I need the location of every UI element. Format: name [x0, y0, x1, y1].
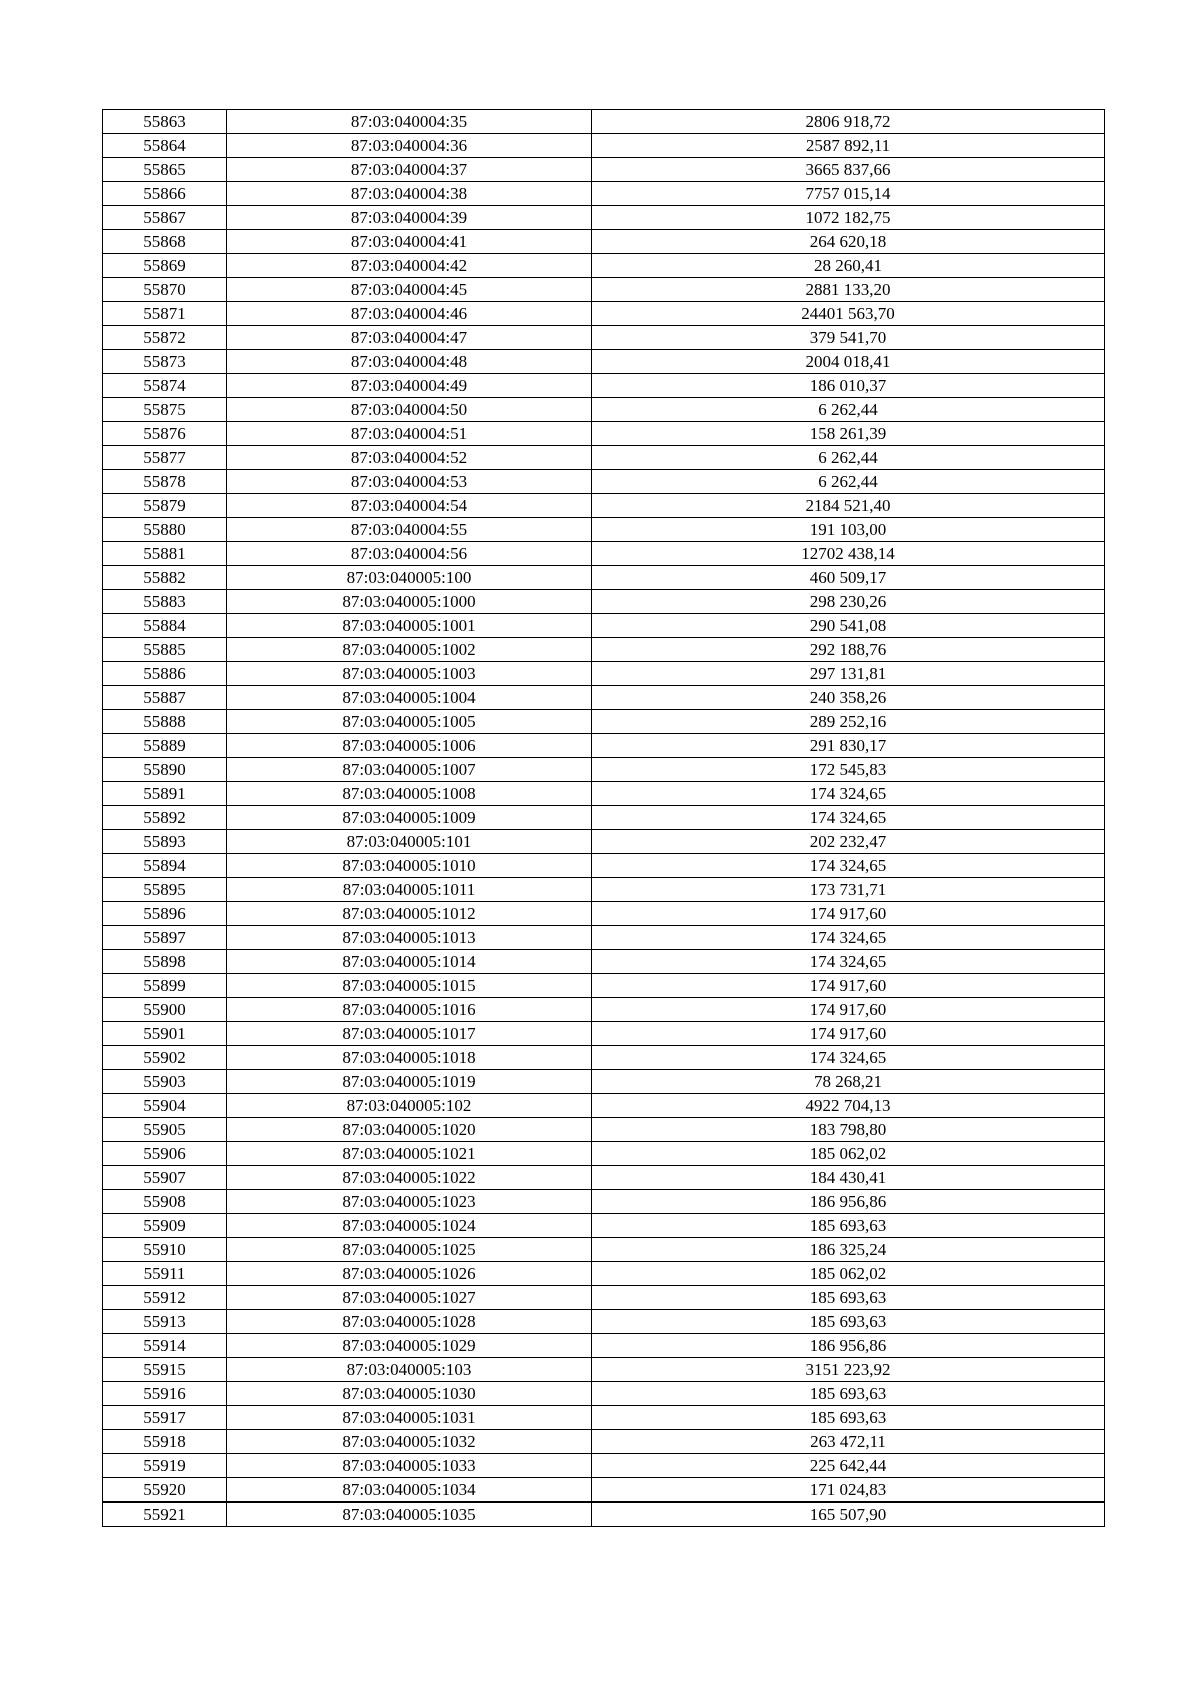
- row-number-cell: 55910: [103, 1238, 227, 1262]
- cadastral-number-cell: 87:03:040005:1032: [227, 1430, 592, 1454]
- row-number-cell: 55907: [103, 1166, 227, 1190]
- cadastral-number-cell: 87:03:040005:1011: [227, 878, 592, 902]
- table-row: [103, 710, 1105, 734]
- row-number-cell: 55914: [103, 1334, 227, 1358]
- cadastral-number-cell: 87:03:040004:39: [227, 206, 592, 230]
- table-row: [103, 1022, 1105, 1046]
- row-number-cell: 55893: [103, 830, 227, 854]
- cadastral-value-cell: 174 917,60: [592, 902, 1105, 926]
- row-number-cell: 55872: [103, 326, 227, 350]
- table-row: [103, 1406, 1105, 1430]
- table-row: [103, 998, 1105, 1022]
- cadastral-value-cell: 185 062,02: [592, 1142, 1105, 1166]
- row-number-cell: 55896: [103, 902, 227, 926]
- table-row: [103, 494, 1105, 518]
- row-number-cell: 55868: [103, 230, 227, 254]
- row-number-cell: 55881: [103, 542, 227, 566]
- cadastral-value-cell: 298 230,26: [592, 590, 1105, 614]
- cadastral-number-cell: 87:03:040004:35: [227, 110, 592, 134]
- cadastral-number-cell: 87:03:040004:49: [227, 374, 592, 398]
- cadastral-number-cell: 87:03:040004:38: [227, 182, 592, 206]
- table-row: [103, 1454, 1105, 1478]
- cadastral-number-cell: 87:03:040005:1018: [227, 1046, 592, 1070]
- table-row: [103, 134, 1105, 158]
- cadastral-number-cell: 87:03:040005:100: [227, 566, 592, 590]
- cadastral-number-cell: 87:03:040005:1014: [227, 950, 592, 974]
- row-number-cell: 55902: [103, 1046, 227, 1070]
- cadastral-number-cell: 87:03:040005:1004: [227, 686, 592, 710]
- table-row: [103, 1430, 1105, 1454]
- cadastral-number-cell: 87:03:040004:54: [227, 494, 592, 518]
- table-row: [103, 1094, 1105, 1118]
- cadastral-number-cell: 87:03:040005:1024: [227, 1214, 592, 1238]
- cadastral-value-cell: 174 917,60: [592, 974, 1105, 998]
- cadastral-value-cell: 185 693,63: [592, 1286, 1105, 1310]
- table-row: [103, 302, 1105, 326]
- cadastral-value-cell: 7757 015,14: [592, 182, 1105, 206]
- table-row: [103, 926, 1105, 950]
- cadastral-number-cell: 87:03:040005:1021: [227, 1142, 592, 1166]
- row-number-cell: 55875: [103, 398, 227, 422]
- cadastral-value-cell: 165 507,90: [592, 1502, 1105, 1527]
- table-body: [103, 110, 1105, 1527]
- table-row: [103, 1382, 1105, 1406]
- table-row: [103, 1478, 1105, 1503]
- table-row: [103, 1118, 1105, 1142]
- table-row: [103, 902, 1105, 926]
- cadastral-value-cell: 6 262,44: [592, 446, 1105, 470]
- cadastral-value-cell: 184 430,41: [592, 1166, 1105, 1190]
- row-number-cell: 55916: [103, 1382, 227, 1406]
- row-number-cell: 55892: [103, 806, 227, 830]
- cadastral-value-cell: 185 693,63: [592, 1310, 1105, 1334]
- cadastral-number-cell: 87:03:040004:48: [227, 350, 592, 374]
- cadastral-number-cell: 87:03:040005:1003: [227, 662, 592, 686]
- row-number-cell: 55864: [103, 134, 227, 158]
- row-number-cell: 55906: [103, 1142, 227, 1166]
- cadastral-value-cell: 202 232,47: [592, 830, 1105, 854]
- cadastral-number-cell: 87:03:040005:1010: [227, 854, 592, 878]
- cadastral-number-cell: 87:03:040005:1008: [227, 782, 592, 806]
- cadastral-value-cell: 2881 133,20: [592, 278, 1105, 302]
- table-row: [103, 350, 1105, 374]
- cadastral-value-cell: 174 324,65: [592, 926, 1105, 950]
- cadastral-value-cell: 186 325,24: [592, 1238, 1105, 1262]
- cadastral-value-cell: 240 358,26: [592, 686, 1105, 710]
- table-row: [103, 878, 1105, 902]
- cadastral-number-cell: 87:03:040005:1002: [227, 638, 592, 662]
- cadastral-number-cell: 87:03:040005:1012: [227, 902, 592, 926]
- table-row: [103, 1310, 1105, 1334]
- table-row: [103, 1502, 1105, 1527]
- row-number-cell: 55898: [103, 950, 227, 974]
- table-row: [103, 1190, 1105, 1214]
- table-row: [103, 206, 1105, 230]
- cadastral-value-cell: 24401 563,70: [592, 302, 1105, 326]
- row-number-cell: 55901: [103, 1022, 227, 1046]
- table-row: [103, 1238, 1105, 1262]
- table-row: [103, 614, 1105, 638]
- cadastral-number-cell: 87:03:040005:1016: [227, 998, 592, 1022]
- cadastral-number-cell: 87:03:040005:1000: [227, 590, 592, 614]
- cadastral-value-cell: 6 262,44: [592, 470, 1105, 494]
- cadastral-value-cell: 185 693,63: [592, 1406, 1105, 1430]
- row-number-cell: 55919: [103, 1454, 227, 1478]
- cadastral-value-cell: 174 324,65: [592, 806, 1105, 830]
- table-row: [103, 806, 1105, 830]
- table-row: [103, 1046, 1105, 1070]
- cadastral-value-cell: 2004 018,41: [592, 350, 1105, 374]
- row-number-cell: 55911: [103, 1262, 227, 1286]
- cadastral-value-cell: 28 260,41: [592, 254, 1105, 278]
- row-number-cell: 55895: [103, 878, 227, 902]
- cadastral-value-cell: 297 131,81: [592, 662, 1105, 686]
- table-row: [103, 1070, 1105, 1094]
- row-number-cell: 55900: [103, 998, 227, 1022]
- table-row: [103, 1166, 1105, 1190]
- table-row: [103, 398, 1105, 422]
- row-number-cell: 55876: [103, 422, 227, 446]
- cadastral-number-cell: 87:03:040005:1006: [227, 734, 592, 758]
- cadastral-number-cell: 87:03:040005:1031: [227, 1406, 592, 1430]
- cadastral-value-cell: 78 268,21: [592, 1070, 1105, 1094]
- cadastral-value-cell: 171 024,83: [592, 1478, 1105, 1503]
- cadastral-number-cell: 87:03:040005:1015: [227, 974, 592, 998]
- cadastral-number-cell: 87:03:040005:1001: [227, 614, 592, 638]
- table-row: [103, 446, 1105, 470]
- cadastral-number-cell: 87:03:040004:51: [227, 422, 592, 446]
- cadastral-value-cell: 172 545,83: [592, 758, 1105, 782]
- cadastral-number-cell: 87:03:040005:1028: [227, 1310, 592, 1334]
- cadastral-number-cell: 87:03:040005:1034: [227, 1478, 592, 1503]
- table-row: [103, 974, 1105, 998]
- table-row: [103, 326, 1105, 350]
- row-number-cell: 55912: [103, 1286, 227, 1310]
- row-number-cell: 55867: [103, 206, 227, 230]
- row-number-cell: 55863: [103, 110, 227, 134]
- row-number-cell: 55921: [103, 1502, 227, 1527]
- table-row: [103, 1262, 1105, 1286]
- table-row: [103, 230, 1105, 254]
- cadastral-number-cell: 87:03:040005:1025: [227, 1238, 592, 1262]
- cadastral-number-cell: 87:03:040005:1020: [227, 1118, 592, 1142]
- row-number-cell: 55905: [103, 1118, 227, 1142]
- row-number-cell: 55915: [103, 1358, 227, 1382]
- table-row: [103, 950, 1105, 974]
- cadastral-value-cell: 186 010,37: [592, 374, 1105, 398]
- table-row: [103, 590, 1105, 614]
- table-row: [103, 254, 1105, 278]
- cadastral-number-cell: 87:03:040004:37: [227, 158, 592, 182]
- cadastral-number-cell: 87:03:040005:101: [227, 830, 592, 854]
- cadastral-number-cell: 87:03:040004:47: [227, 326, 592, 350]
- row-number-cell: 55918: [103, 1430, 227, 1454]
- row-number-cell: 55890: [103, 758, 227, 782]
- row-number-cell: 55887: [103, 686, 227, 710]
- row-number-cell: 55869: [103, 254, 227, 278]
- row-number-cell: 55866: [103, 182, 227, 206]
- cadastral-value-cell: 3665 837,66: [592, 158, 1105, 182]
- cadastral-value-cell: 174 917,60: [592, 998, 1105, 1022]
- cadastral-value-cell: 2184 521,40: [592, 494, 1105, 518]
- cadastral-number-cell: 87:03:040005:103: [227, 1358, 592, 1382]
- cadastral-number-cell: 87:03:040004:50: [227, 398, 592, 422]
- row-number-cell: 55886: [103, 662, 227, 686]
- table-row: [103, 1358, 1105, 1382]
- row-number-cell: 55884: [103, 614, 227, 638]
- cadastral-number-cell: 87:03:040005:1035: [227, 1502, 592, 1527]
- cadastral-value-cell: 2587 892,11: [592, 134, 1105, 158]
- row-number-cell: 55909: [103, 1214, 227, 1238]
- cadastral-value-cell: 174 324,65: [592, 782, 1105, 806]
- cadastral-value-cell: 185 693,63: [592, 1382, 1105, 1406]
- cadastral-value-cell: 289 252,16: [592, 710, 1105, 734]
- table-row: [103, 1286, 1105, 1310]
- row-number-cell: 55888: [103, 710, 227, 734]
- row-number-cell: 55889: [103, 734, 227, 758]
- cadastral-number-cell: 87:03:040005:1023: [227, 1190, 592, 1214]
- row-number-cell: 55878: [103, 470, 227, 494]
- row-number-cell: 55874: [103, 374, 227, 398]
- row-number-cell: 55880: [103, 518, 227, 542]
- cadastral-number-cell: 87:03:040004:41: [227, 230, 592, 254]
- row-number-cell: 55883: [103, 590, 227, 614]
- cadastral-number-cell: 87:03:040004:36: [227, 134, 592, 158]
- row-number-cell: 55877: [103, 446, 227, 470]
- cadastral-value-cell: 12702 438,14: [592, 542, 1105, 566]
- table-row: [103, 374, 1105, 398]
- table-row: [103, 830, 1105, 854]
- cadastral-value-cell: 291 830,17: [592, 734, 1105, 758]
- cadastral-value-cell: 185 693,63: [592, 1214, 1105, 1238]
- cadastral-value-cell: 191 103,00: [592, 518, 1105, 542]
- cadastral-number-cell: 87:03:040004:45: [227, 278, 592, 302]
- cadastral-number-cell: 87:03:040005:1007: [227, 758, 592, 782]
- cadastral-value-cell: 3151 223,92: [592, 1358, 1105, 1382]
- cadastral-number-cell: 87:03:040004:56: [227, 542, 592, 566]
- cadastral-value-cell: 183 798,80: [592, 1118, 1105, 1142]
- row-number-cell: 55871: [103, 302, 227, 326]
- table-row: [103, 158, 1105, 182]
- table-row: [103, 734, 1105, 758]
- cadastral-value-cell: 6 262,44: [592, 398, 1105, 422]
- cadastral-value-cell: 174 917,60: [592, 1022, 1105, 1046]
- cadastral-number-cell: 87:03:040005:1019: [227, 1070, 592, 1094]
- row-number-cell: 55913: [103, 1310, 227, 1334]
- row-number-cell: 55882: [103, 566, 227, 590]
- row-number-cell: 55920: [103, 1478, 227, 1503]
- cadastral-value-cell: 174 324,65: [592, 1046, 1105, 1070]
- table-row: [103, 662, 1105, 686]
- cadastral-value-cell: 4922 704,13: [592, 1094, 1105, 1118]
- table-row: [103, 566, 1105, 590]
- cadastral-value-cell: 186 956,86: [592, 1190, 1105, 1214]
- cadastral-number-cell: 87:03:040005:1013: [227, 926, 592, 950]
- cadastral-value-cell: 174 324,65: [592, 854, 1105, 878]
- cadastral-number-cell: 87:03:040004:42: [227, 254, 592, 278]
- table-row: [103, 758, 1105, 782]
- cadastral-number-cell: 87:03:040005:1027: [227, 1286, 592, 1310]
- row-number-cell: 55870: [103, 278, 227, 302]
- cadastral-value-cell: 379 541,70: [592, 326, 1105, 350]
- cadastral-value-cell: 173 731,71: [592, 878, 1105, 902]
- row-number-cell: 55908: [103, 1190, 227, 1214]
- table-row: [103, 1142, 1105, 1166]
- table-row: [103, 278, 1105, 302]
- table-row: [103, 518, 1105, 542]
- cadastral-number-cell: 87:03:040004:52: [227, 446, 592, 470]
- row-number-cell: 55885: [103, 638, 227, 662]
- table-row: [103, 182, 1105, 206]
- cadastral-value-cell: 460 509,17: [592, 566, 1105, 590]
- cadastral-number-cell: 87:03:040005:1017: [227, 1022, 592, 1046]
- cadastral-number-cell: 87:03:040005:1030: [227, 1382, 592, 1406]
- cadastral-value-cell: 225 642,44: [592, 1454, 1105, 1478]
- row-number-cell: 55894: [103, 854, 227, 878]
- cadastral-number-cell: 87:03:040005:1009: [227, 806, 592, 830]
- table-row: [103, 686, 1105, 710]
- table-row: [103, 422, 1105, 446]
- cadastral-number-cell: 87:03:040004:46: [227, 302, 592, 326]
- cadastral-value-cell: 185 062,02: [592, 1262, 1105, 1286]
- row-number-cell: 55899: [103, 974, 227, 998]
- cadastral-number-cell: 87:03:040005:1005: [227, 710, 592, 734]
- table-row: [103, 854, 1105, 878]
- table-row: [103, 110, 1105, 134]
- table-row: [103, 470, 1105, 494]
- cadastral-value-cell: 1072 182,75: [592, 206, 1105, 230]
- cadastral-number-cell: 87:03:040005:1029: [227, 1334, 592, 1358]
- cadastral-number-cell: 87:03:040005:1033: [227, 1454, 592, 1478]
- row-number-cell: 55904: [103, 1094, 227, 1118]
- cadastral-value-cell: 264 620,18: [592, 230, 1105, 254]
- row-number-cell: 55903: [103, 1070, 227, 1094]
- cadastral-number-cell: 87:03:040005:1026: [227, 1262, 592, 1286]
- cadastral-value-table: [102, 109, 1105, 1527]
- cadastral-value-cell: 292 188,76: [592, 638, 1105, 662]
- table-row: [103, 542, 1105, 566]
- row-number-cell: 55865: [103, 158, 227, 182]
- row-number-cell: 55879: [103, 494, 227, 518]
- table-row: [103, 1214, 1105, 1238]
- row-number-cell: 55891: [103, 782, 227, 806]
- cadastral-number-cell: 87:03:040005:1022: [227, 1166, 592, 1190]
- cadastral-value-cell: 290 541,08: [592, 614, 1105, 638]
- cadastral-value-cell: 263 472,11: [592, 1430, 1105, 1454]
- cadastral-value-cell: 158 261,39: [592, 422, 1105, 446]
- cadastral-value-cell: 2806 918,72: [592, 110, 1105, 134]
- row-number-cell: 55873: [103, 350, 227, 374]
- cadastral-number-cell: 87:03:040005:102: [227, 1094, 592, 1118]
- table-row: [103, 638, 1105, 662]
- cadastral-number-cell: 87:03:040004:55: [227, 518, 592, 542]
- table-row: [103, 782, 1105, 806]
- table-row: [103, 1334, 1105, 1358]
- cadastral-value-cell: 186 956,86: [592, 1334, 1105, 1358]
- cadastral-value-cell: 174 324,65: [592, 950, 1105, 974]
- row-number-cell: 55897: [103, 926, 227, 950]
- row-number-cell: 55917: [103, 1406, 227, 1430]
- cadastral-number-cell: 87:03:040004:53: [227, 470, 592, 494]
